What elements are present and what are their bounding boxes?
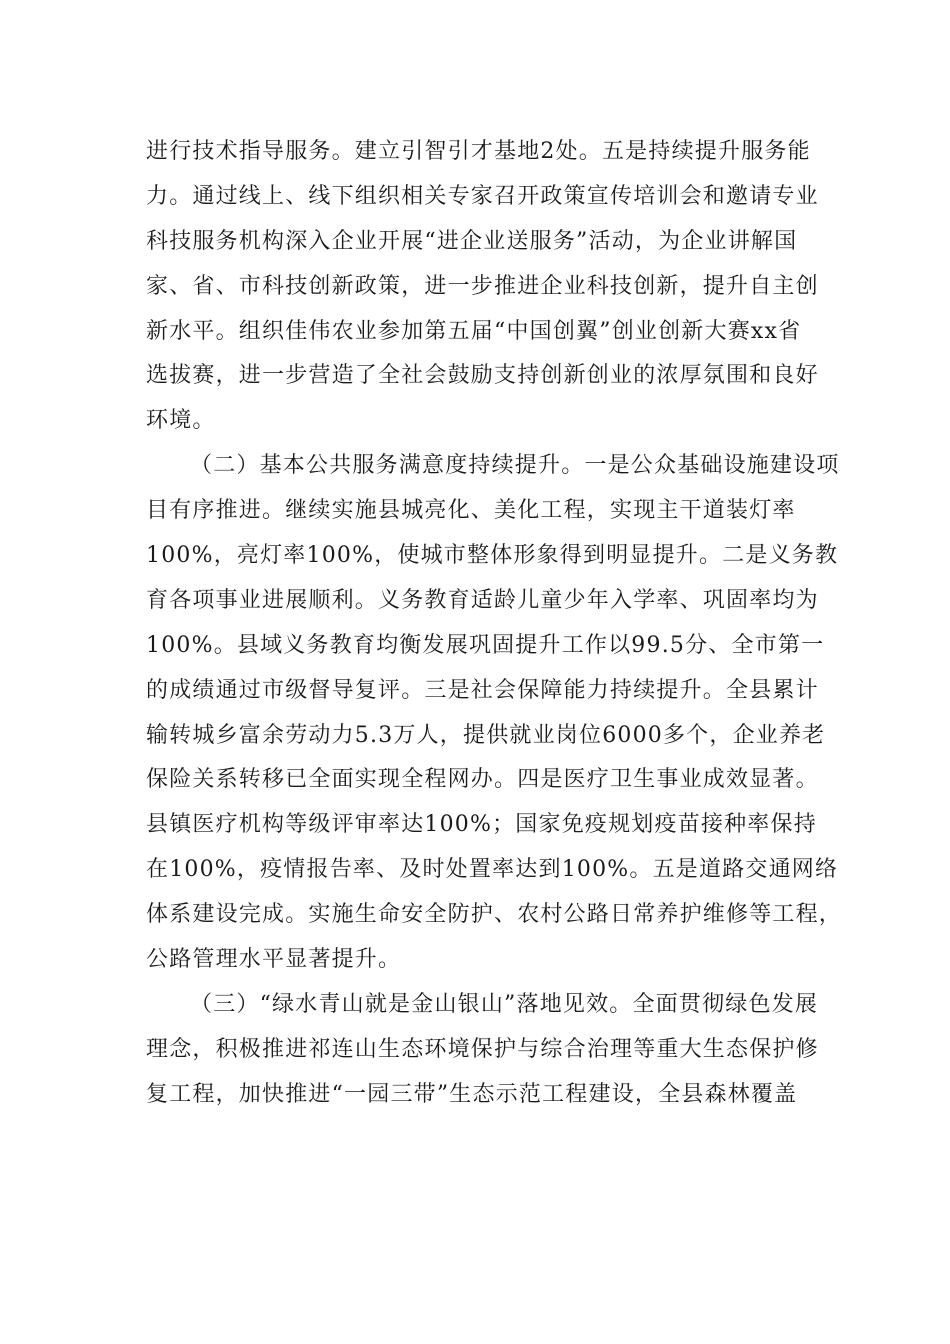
text-line: 选拔赛，进一步营造了全社会鼓励支持创新创业的浓厚氛围和良好 — [146, 363, 819, 389]
text-line: 家、省、市科技创新政策，进一步推进企业科技创新，提升自主创 — [146, 273, 819, 299]
text-line: 育各项事业进展顺利。义务教育适龄儿童少年入学率、巩固率均为 — [146, 587, 819, 613]
text-line: 复工程，加快推进“一园三带”生态示范工程建设，全县森林覆盖 — [146, 1081, 798, 1107]
text-line: 100%。县域义务教育均衡发展巩固提升工作以99.5分、全市第一 — [146, 632, 825, 658]
text-line: 新水平。组织佳伟农业参加第五届“中国创翼”创业创新大赛xx省 — [146, 318, 802, 344]
text-line: 公路管理水平显著提升。 — [146, 947, 402, 973]
text-line: 科技服务机构深入企业开展“进企业送服务”活动，为企业讲解国 — [146, 228, 798, 254]
body-text — [146, 130, 843, 1118]
text-line: 的成绩通过市级督导复评。三是社会保障能力持续提升。全县累计 — [146, 677, 819, 703]
paragraph-start-line: （三）“绿水青山就是金山银山”落地见效。全面贯彻绿色发展 — [190, 991, 819, 1017]
text-line: 理念，积极推进祁连山生态环境保护与综合治理等重大生态保护修 — [146, 1036, 819, 1062]
paragraph-start-line: （二）基本公共服务满意度持续提升。一是公众基础设施建设项 — [190, 453, 840, 479]
text-line: 目有序推进。继续实施县城亮化、美化工程，实现主干道装灯率 — [146, 498, 796, 524]
text-line: 输转城乡富余劳动力5.3万人，提供就业岗位6000多个，企业养老 — [146, 722, 826, 748]
text-line: 体系建设完成。实施生命安全防护、农村公路日常养护维修等工程， — [146, 902, 843, 928]
text-line: 保险关系转移已全面实现全程网办。四是医疗卫生事业成效显著。 — [146, 767, 819, 793]
text-line: 100%，亮灯率100%，使城市整体形象得到明显提升。二是义务教 — [146, 543, 839, 569]
text-line: 县镇医疗机构等级评审率达100%；国家免疫规划疫苗接种率保持 — [146, 812, 817, 838]
text-line: 力。通过线上、线下组织相关专家召开政策宣传培训会和邀请专业 — [146, 183, 819, 209]
text-line: 进行技术指导服务。建立引智引才基地2处。五是持续提升服务能 — [146, 139, 811, 164]
text-line: 环境。 — [146, 408, 216, 434]
text-line: 在100%，疫情报告率、及时处置率达到100%。五是道路交通网络 — [146, 857, 839, 883]
